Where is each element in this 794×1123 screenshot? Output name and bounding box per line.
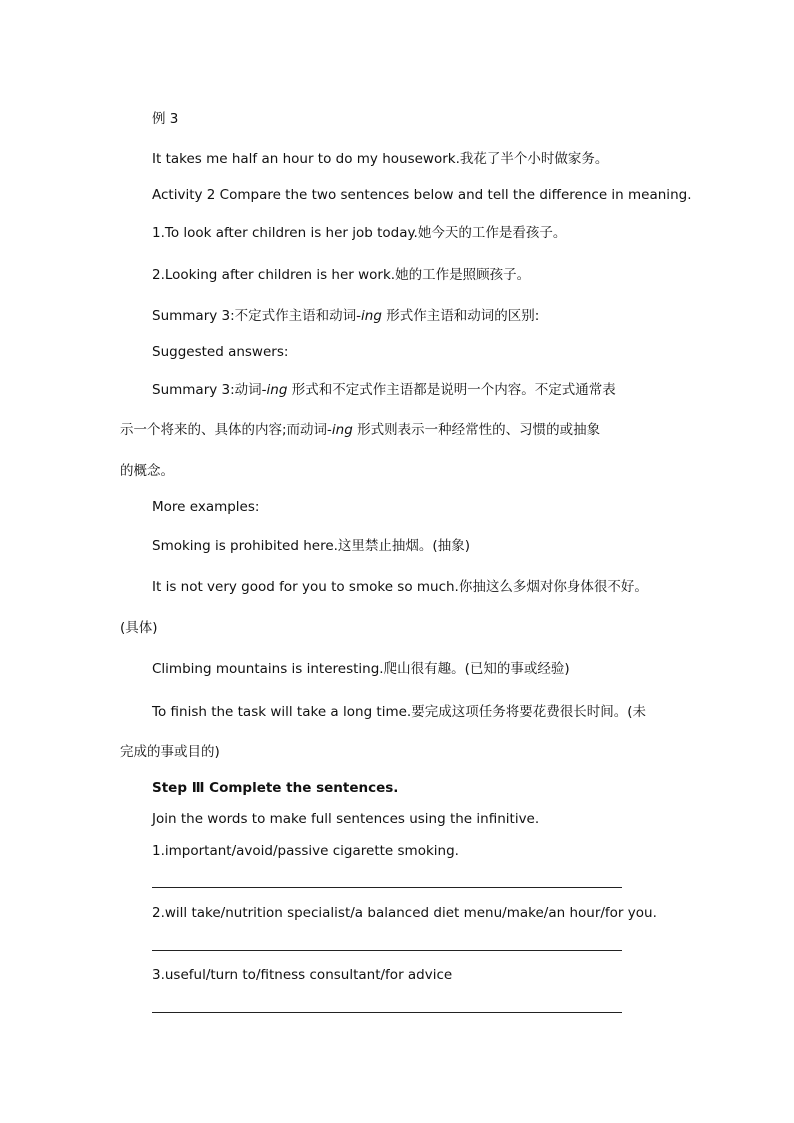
example-heading: 例 3 [152, 111, 179, 127]
step-3-heading: Step Ⅲ Complete the sentences. [152, 780, 399, 796]
example-smoking: Smoking is prohibited here.这里禁止抽烟。(抽象) [152, 538, 470, 554]
example-smoke-line-2: (具体) [120, 620, 158, 636]
answer-line-1 [152, 887, 622, 888]
comparison-sentence-2: 2.Looking after children is her work.她的工作是照顾孩子。 [152, 267, 531, 283]
example-smoke-line-1: It is not very good for you to smoke so much.你抽这么多烟对你身体很不好。 [152, 579, 648, 595]
example-finish-line-2: 完成的事或目的) [120, 744, 220, 760]
summary-3-answer-line-3: 的概念。 [120, 463, 174, 479]
summary-3-question: Summary 3:不定式作主语和动词-ing 形式作主语和动词的区别: [152, 308, 540, 324]
suggested-answers-label: Suggested answers: [152, 344, 289, 360]
answer-line-2 [152, 950, 622, 951]
activity-2-instruction: Activity 2 Compare the two sentences below and tell the difference in meaning. [152, 187, 692, 203]
exercise-item-3: 3.useful/turn to/fitness consultant/for advice [152, 967, 453, 983]
exercise-item-1: 1.important/avoid/passive cigarette smoking. [152, 843, 459, 859]
example-sentence: It takes me half an hour to do my housework.我花了半个小时做家务。 [152, 151, 609, 167]
answer-line-3 [152, 1012, 622, 1013]
comparison-sentence-1: 1.To look after children is her job today.她今天的工作是看孩子。 [152, 225, 567, 241]
example-climbing: Climbing mountains is interesting.爬山很有趣。(已知的事或经验) [152, 661, 570, 677]
exercise-item-2: 2.will take/nutrition specialist/a balanced diet menu/make/an hour/for you. [152, 905, 657, 921]
summary-3-answer-line-1: Summary 3:动词-ing 形式和不定式作主语都是说明一个内容。不定式通常表 [152, 382, 616, 398]
summary-3-answer-line-2: 示一个将来的、具体的内容;而动词-ing 形式则表示一种经常性的、习惯的或抽象 [120, 422, 601, 438]
more-examples-label: More examples: [152, 499, 260, 515]
example-finish-line-1: To finish the task will take a long time.要完成这项任务将要花费很长时间。(未 [152, 704, 646, 720]
step-3-instruction: Join the words to make full sentences using the infinitive. [152, 811, 540, 827]
